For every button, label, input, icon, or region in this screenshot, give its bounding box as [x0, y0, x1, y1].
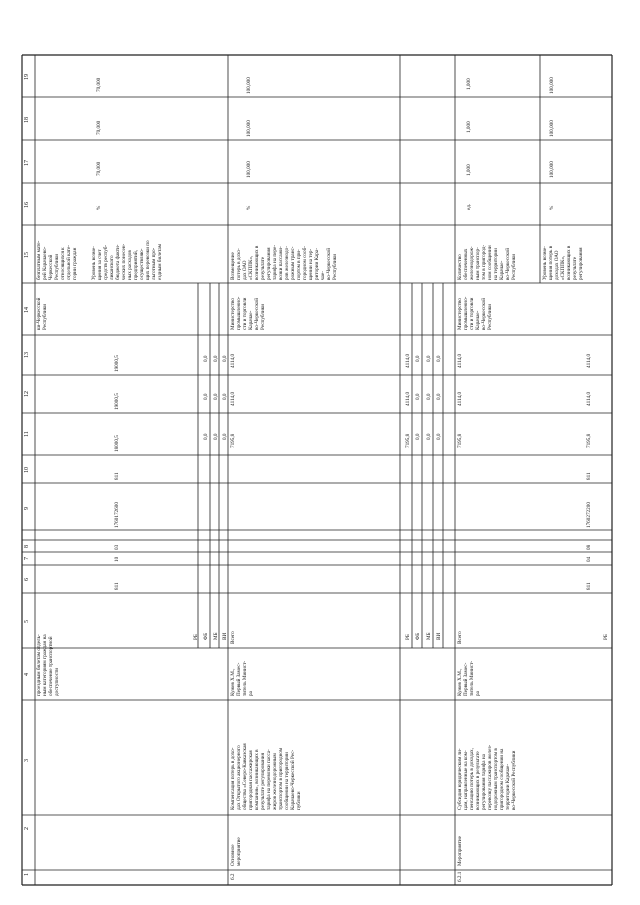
src-vi-11: 0,0 — [222, 433, 228, 440]
col-header-13: 13 — [24, 352, 30, 358]
src-fb-11: 0,0 — [203, 433, 209, 440]
col-header-15: 15 — [24, 252, 30, 258]
row-responsible: Кужев Х.М., Первый Замес- титель Минист- ра — [230, 660, 254, 696]
row-total-12: 4114,0 — [457, 391, 463, 406]
kbk-pr: 08 — [586, 544, 592, 550]
row-block-6-2-1 — [456, 77, 609, 882]
col-header-3: 3 — [24, 759, 30, 762]
indicator-name: Уровень возме- щения за счет средств респуб- ликанского бюджета факти- ческих понесен- ных расходов предприятий, осуществляю- щих перевозки по льготным про- ездным билетам — [91, 240, 163, 280]
src-vi-13: 0,0 — [222, 355, 228, 362]
col-header-8: 8 — [24, 545, 30, 548]
kbk-csr: 1760272200 — [586, 502, 592, 528]
kbk-rz: 04 — [586, 556, 592, 562]
row-total-11: 7195,8 — [230, 433, 236, 448]
rb-12: 4114,0 — [586, 391, 592, 406]
src-fb-13: 0,0 — [203, 355, 209, 362]
src-rb-code: РБ — [405, 634, 411, 640]
src-fb-code: ФБ — [203, 632, 209, 640]
indicator-val-18: 70,000 — [96, 120, 102, 135]
src-fb-code: ФБ — [415, 632, 421, 640]
col-header-12: 12 — [24, 391, 30, 397]
src-mb-12: 0,0 — [213, 393, 219, 400]
col-header-17: 17 — [24, 160, 30, 166]
col-header-10: 10 — [24, 467, 30, 473]
row-total-label: Всего — [230, 631, 236, 644]
amount-col13: 19000,5 — [114, 355, 120, 372]
row-total-13: 4114,0 — [457, 353, 463, 368]
row-val-18: 100,000 — [246, 120, 252, 137]
col-header-14: 14 — [24, 307, 30, 313]
indicator-a-unit: ед. — [466, 203, 472, 210]
indicator-a: Количество обеспеченных железнодорож- ным транспор- том в пригород- ном сообщении на территории Карачае- во-Черкесской Республики — [457, 244, 517, 280]
row-val-17: 100,000 — [246, 161, 252, 178]
kbk-rz: 10 — [114, 556, 120, 562]
kbk-pr: 03 — [114, 544, 120, 550]
col-header-2: 2 — [24, 827, 30, 830]
src-fb-11: 0,0 — [415, 433, 421, 440]
src-rb-13: 4114,0 — [405, 353, 411, 368]
row-val-19: 100,000 — [246, 77, 252, 94]
indicator-cont: безплатным мате- рей Карачаево- Черкесской Республики относящихся к отдельной кате- гории граждан — [36, 240, 78, 280]
row-executor: Министерство промышленно- сти и торговли Карачае- во-Черкесской Республики — [457, 296, 493, 330]
src-mb-11: 0,0 — [426, 433, 432, 440]
row-unit: % — [246, 205, 252, 210]
row-total-label: Всего — [457, 631, 463, 644]
src-vi-13: 0,0 — [436, 355, 442, 362]
row-name: Субсидия юридическим ли- цам, направленные на ком- пенсацию потерь в доходах, возникающих в результате регулирования тарифа на перевозку пассажиров желез- нодорожным транспортом в пригородном сообщении на территории Карачае- во-Черкесской Республики — [457, 744, 517, 810]
col-header-18: 18 — [24, 117, 30, 123]
table-grid — [22, 55, 612, 885]
src-fb-12: 0,0 — [203, 393, 209, 400]
indicator-b-unit: % — [549, 205, 555, 210]
column-header-row — [24, 74, 30, 876]
kbk-vr: 811 — [586, 472, 592, 480]
row-number: 6.2 — [230, 873, 236, 880]
col-header-7: 7 — [24, 557, 30, 560]
row-executor: Министерство промышленно- сти и торговли Карачае- во-Черкесской Республики — [230, 296, 266, 330]
row-block-6-2 — [230, 77, 442, 880]
rb-11: 7195,8 — [586, 433, 592, 448]
amount-col12: 19000,5 — [114, 393, 120, 410]
row-total-12: 4114,0 — [230, 391, 236, 406]
row-total-11: 7195,8 — [457, 433, 463, 448]
col-header-9: 9 — [24, 507, 30, 510]
indicator-b-18: 100,000 — [549, 120, 555, 137]
src-mb-13: 0,0 — [426, 355, 432, 362]
src-mb-13: 0,0 — [213, 355, 219, 362]
src-rb-12: 4114,0 — [405, 391, 411, 406]
col-header-6: 6 — [24, 578, 30, 581]
src-mb-12: 0,0 — [426, 393, 432, 400]
indicator-b-19: 100,000 — [549, 77, 555, 94]
row-type: Основное мероприятие — [230, 837, 242, 866]
kbk-csr: 1760172600 — [114, 502, 120, 528]
kbk-grbs: 811 — [586, 582, 592, 590]
row-block-continuation — [35, 77, 228, 696]
kbk-vr: 811 — [114, 472, 120, 480]
src-fb-13: 0,0 — [415, 355, 421, 362]
col-header-16: 16 — [24, 202, 30, 208]
src-vi-12: 0,0 — [436, 393, 442, 400]
continuation-name: проездным билетам отдель- ным категориям граждан на обеспечение транспортной доступности — [36, 634, 60, 696]
responsible-body: ки-Черкесской Республики — [36, 297, 48, 330]
row-total-13: 4114,0 — [230, 353, 236, 368]
src-vi-code: ВИ — [436, 632, 442, 640]
indicator-a-19: 1,000 — [466, 78, 472, 90]
src-rb-11: 7195,8 — [405, 433, 411, 448]
col-header-1: 1 — [24, 873, 30, 876]
indicator-b-17: 100,000 — [549, 161, 555, 178]
src-fb-12: 0,0 — [415, 393, 421, 400]
src-mb-code: МБ — [426, 632, 432, 640]
row-responsible: Кужев Х.М., Первый Замес- титель Минист- ра — [457, 660, 481, 696]
indicator-a-17: 1,000 — [466, 164, 472, 176]
row-indicator: Возмещение потерь в дохо- дах ОАО «СКППК», возникающих в результате регулирования тарифа на пере- возки пассажи- ров железнодо- рожным транс- портом в при- городном сооб- щении на тер- ритории Кара- чае- во-Черкесской Республики — [230, 244, 338, 280]
col-header-19: 19 — [24, 74, 30, 80]
col-header-5: 5 — [24, 620, 30, 623]
indicator-val-19: 70,000 — [96, 77, 102, 92]
budget-code-rb: РБ — [193, 634, 199, 640]
rb-13: 4114,0 — [586, 353, 592, 368]
src-vi-11: 0,0 — [436, 433, 442, 440]
indicator-val-17: 70,000 — [96, 161, 102, 176]
src-mb-code: МБ — [213, 632, 219, 640]
col-header-11: 11 — [24, 431, 30, 437]
src-vi-12: 0,0 — [222, 393, 228, 400]
amount-col11: 18000,5 — [114, 435, 120, 452]
row-number: 6.2.1 — [457, 871, 463, 882]
src-vi-code: ВИ — [222, 632, 228, 640]
kbk-grbs: 811 — [114, 582, 120, 590]
indicator-a-18: 1,000 — [466, 121, 472, 133]
row-type: Мероприятие — [457, 836, 463, 866]
budget-code-rb: РБ — [603, 634, 609, 640]
col-header-4: 4 — [24, 673, 30, 676]
src-mb-11: 0,0 — [213, 433, 219, 440]
indicator-b: Уровень возме- щения потерь в доходах ОАО «СКППК», возникающих в результате регулирования — [542, 245, 584, 280]
indicator-unit: % — [96, 205, 102, 210]
row-name: Компенсация потерь в дохо- дах Открытого акционерного общества «Северо-Кавказская пригородная пассажирская компания», возникающих в результате регулирования тарифа на перевозки пасса- жиров железнодорожным транспортом в пригородном сообщении на территории Карачаево-Черкесской Рес- публики — [230, 743, 302, 810]
